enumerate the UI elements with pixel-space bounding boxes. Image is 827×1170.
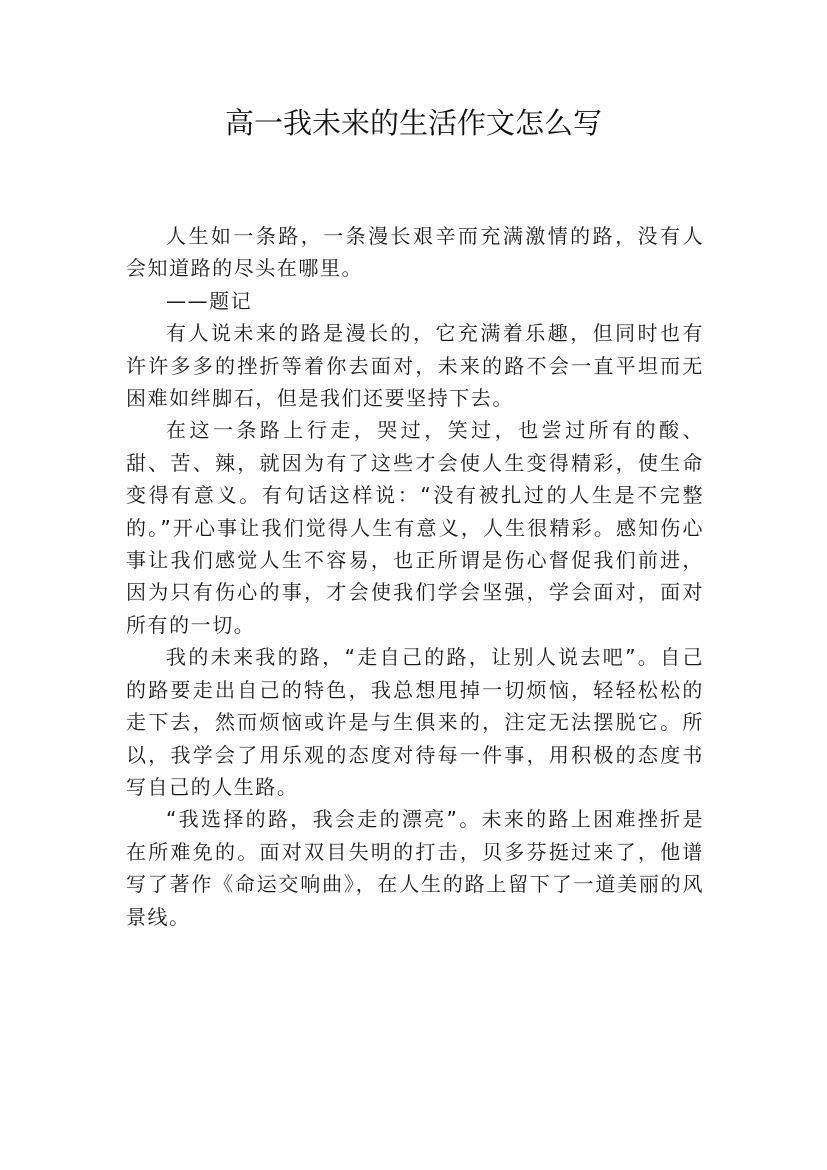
document-body xyxy=(126,220,704,933)
paragraph-epigraph-attribution: ——题记 xyxy=(166,288,253,313)
paragraph-3: 我的未来我的路，“走自己的路，让别人说去吧”。自己的路要走出自己的特色，我总想甩掉一切烦恼，轻轻松松的走下去，然而烦恼或许是与生俱来的，注定无法摆脱它。所以，我学会了用乐观的态度对待每一件事，用积极的态度书写自己的人生路。 xyxy=(126,645,704,799)
paragraph-2: 在这一条路上行走，哭过，笑过，也尝过所有的酸、甜、苦、辣，就因为有了这些才会使人生变得精彩，使生命变得有意义。有句话这样说：“没有被扎过的人生是不完整的。”开心事让我们觉得人生有意义，人生很精彩。感知伤心事让我们感觉人生不容易，也正所谓是伤心督促我们前进，因为只有伤心的事，才会使我们学会坚强，学会面对，面对所有的一切。 xyxy=(126,418,704,637)
document-title: 高一我未来的生活作文怎么写 xyxy=(224,106,602,140)
paragraph-4: “我选择的路，我会走的漂亮”。未来的路上困难挫折是在所难免的。面对双目失明的打击，贝多芬挺过来了，他谱写了著作《命运交响曲》，在人生的路上留下了一道美丽的风景线。 xyxy=(126,807,704,929)
paragraph-intro: 人生如一条路，一条漫长艰辛而充满激情的路，没有人会知道路的尽头在哪里。 xyxy=(126,224,704,281)
paragraph-1: 有人说未来的路是漫长的，它充满着乐趣，但同时也有许许多多的挫折等着你去面对，未来的路不会一直平坦而无困难如绊脚石，但是我们还要坚持下去。 xyxy=(126,321,704,411)
